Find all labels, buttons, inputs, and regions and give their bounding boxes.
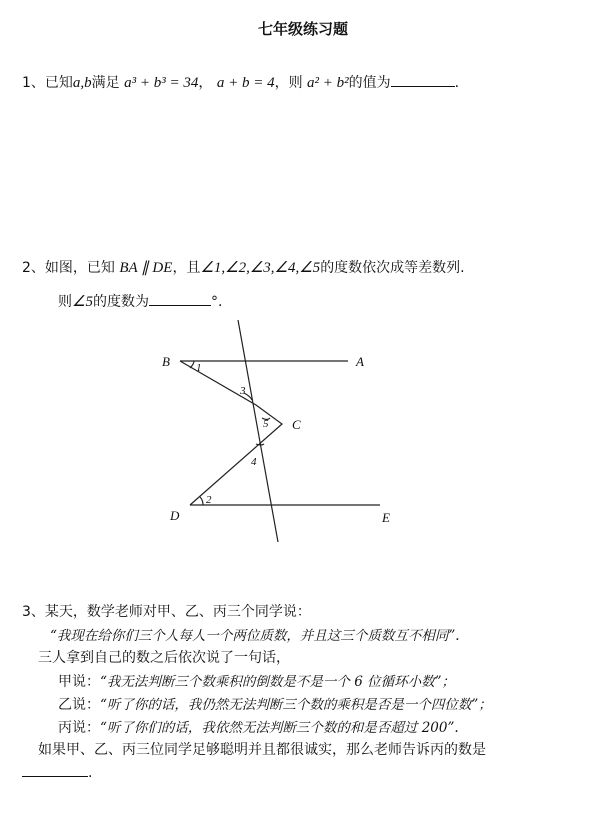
q2-angles: ∠1,∠2,∠3,∠4,∠5	[200, 260, 321, 276]
q2-end1: 的度数依次成等差数列.	[320, 260, 465, 276]
q1-mid1: 满足	[91, 75, 120, 91]
q1-mid3: 的值为	[348, 75, 391, 91]
q2-line2-pre: 则	[58, 294, 72, 310]
q3-yi-label: 乙说：	[58, 697, 100, 713]
q3-end: .	[88, 765, 93, 781]
q1-mid2: ，则	[274, 75, 303, 91]
label-c: C	[292, 417, 301, 432]
q1-pre: 已知	[44, 75, 73, 91]
q3-jia	[58, 670, 455, 691]
q1-vars: a,b	[72, 75, 92, 91]
q2-line2-mid: 的度数为	[92, 294, 149, 310]
q1-end: .	[454, 75, 460, 91]
q2-number: 2、	[22, 260, 45, 276]
page-title: 七年级练习题	[257, 20, 348, 38]
label-b: B	[162, 354, 170, 369]
q2-line2-end: °.	[210, 294, 223, 310]
q2-pre: 如图，已知	[44, 260, 115, 276]
label-angle-3: 3	[240, 385, 246, 397]
q3-teacher-quote: “我现在给你们三个人每人一个两位质数，并且这三个质数互不相同”.	[50, 628, 460, 644]
q3-conclusion: 如果甲、乙、丙三位同学足够聪明并且都很诚实，那么老师告诉丙的数是	[38, 742, 486, 758]
q3-number: 3、	[22, 604, 45, 620]
q1-eq2: a + b = 4	[216, 75, 275, 91]
q3-bing-text: “听了你们的话，我依然无法判断三个数的和是否超过 200”.	[100, 720, 459, 736]
q3-bing-label: 丙说：	[58, 720, 100, 736]
q3-intro	[22, 601, 311, 621]
q2-angle5: ∠5	[72, 294, 93, 310]
label-angle-5: 5	[263, 418, 269, 430]
q3-answer-blank[interactable]	[22, 762, 88, 777]
q3-yi	[58, 693, 492, 714]
q3-yi-text: “听了你的话，我仍然无法判断三个数的乘积是否是一个四位数”；	[100, 697, 492, 713]
angle-2-arc	[200, 497, 203, 505]
q1-expr: a² + b²	[307, 75, 349, 91]
q2-parallel: BA ∥ DE	[119, 260, 173, 276]
q1-number: 1、	[22, 75, 45, 91]
zigzag-b-c-d	[180, 361, 282, 505]
label-angle-4: 4	[251, 456, 257, 468]
q3-bing	[58, 716, 459, 737]
q3-jia-label: 甲说：	[58, 674, 100, 690]
label-angle-2: 2	[206, 494, 212, 506]
q3-intro-text: 某天，数学老师对甲、乙、丙三个同学说：	[44, 604, 311, 620]
q3-jia-text: “我无法判断三个数乘积的倒数是不是一个 6 位循环小数”；	[100, 674, 455, 690]
q2-mid: ，且	[172, 260, 201, 276]
q3-answer-line	[22, 762, 92, 781]
label-a: A	[356, 354, 364, 369]
angle-1-arc	[190, 361, 194, 368]
label-d: D	[170, 508, 180, 523]
label-e: E	[382, 510, 390, 525]
q1-sep: ，	[198, 75, 213, 91]
label-angle-1: 1	[196, 362, 202, 374]
q3-after: 三人拿到自己的数之后依次说了一句话，	[38, 650, 290, 666]
transversal-line	[238, 320, 278, 542]
q1-eq1: a³ + b³ = 34	[124, 75, 199, 91]
